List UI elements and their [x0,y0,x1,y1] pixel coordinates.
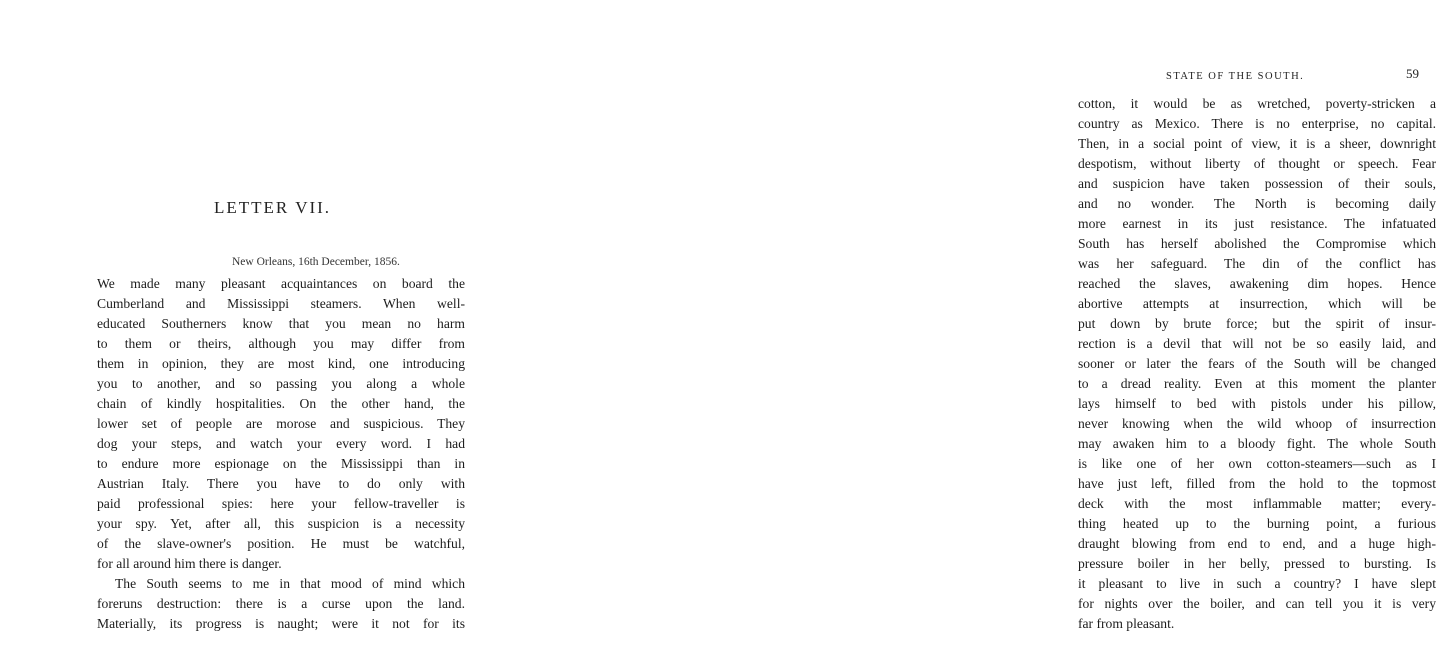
text-line: abortive attempts at insurrection, which will be [1078,296,1436,311]
running-head: STATE OF THE SOUTH. [1166,71,1305,82]
text-line: for nights over the boiler, and can tell you it is very [1078,596,1436,611]
text-line: draught blowing from end to end, and a huge high- [1078,536,1436,551]
text-line: it pleasant to live in such a country? I have slept [1078,576,1436,591]
text-line: deck with the most inflammable matter; every- [1078,496,1436,511]
text-line: rection is a devil that will not be so easily laid, and [1078,336,1436,351]
text-line: dog your steps, and watch your every word. I had [97,436,465,451]
text-line: cotton, it would be as wretched, poverty-stricken a [1078,96,1436,111]
text-line: far from pleasant. [1078,616,1175,631]
text-line: is like one of her own cotton-steamers—such as I [1078,456,1436,471]
left-page [0,0,520,668]
text-line: pressure boiler in her belly, pressed to bursting. Is [1078,556,1436,571]
text-line: to them or theirs, although you may differ from [97,336,465,351]
page-number: 59 [1406,66,1419,81]
text-line: Materially, its progress is naught; were it not for its [97,616,465,631]
text-line: paid professional spies: here your fellow-traveller is [97,496,465,511]
text-line: for all around him there is danger. [97,556,282,571]
letter-title: LETTER VII. [214,198,332,217]
text-line: you to another, and so passing you along a whole [97,376,465,391]
text-line: put down by brute force; but the spirit of insur- [1078,316,1436,331]
text-line: have just left, filled from the hold to the topmost [1078,476,1436,491]
text-line: more earnest in its just resistance. The infatuated [1078,216,1436,231]
text-line: and suspicion have taken possession of their souls, [1078,176,1436,191]
text-line: of the slave-owner's position. He must be watchful, [97,536,465,551]
dateline: New Orleans, 16th December, 1856. [232,256,400,268]
text-line: We made many pleasant acquaintances on board the [97,276,465,291]
right-body-text [1078,94,1436,634]
text-line: Then, in a social point of view, it is a sheer, downright [1078,136,1436,151]
text-line: despotism, without liberty of thought or speech. Fear [1078,156,1436,171]
text-line: was her safeguard. The din of the conflict has [1078,256,1436,271]
text-line: reached the slaves, awakening dim hopes. Hence [1078,276,1436,291]
text-line: may awaken him to a bloody fight. The whole South [1078,436,1436,451]
text-line: sooner or later the fears of the South will be changed [1078,356,1436,371]
text-line: country as Mexico. There is no enterprise, no capital. [1078,116,1436,131]
text-line: to a dread reality. Even at this moment the planter [1078,376,1436,391]
text-line: to endure more espionage on the Mississippi than in [97,456,465,471]
text-line: thing heated up to the burning point, a furious [1078,516,1436,531]
text-line: them in opinion, they are most kind, one introducing [97,356,465,371]
text-line: educated Southerners know that you mean no harm [97,316,465,331]
text-line: foreruns destruction: there is a curse upon the land. [97,596,465,611]
text-line: chain of kindly hospitalities. On the other hand, the [97,396,465,411]
text-line: your spy. Yet, after all, this suspicion is a necessity [97,516,465,531]
text-line: South has herself abolished the Compromise which [1078,236,1436,251]
text-line: Cumberland and Mississippi steamers. When well- [97,296,465,311]
text-line: lower set of people are morose and suspicious. They [97,416,465,431]
text-line: The South seems to me in that mood of mind which [115,576,465,591]
text-line: and no wonder. The North is becoming daily [1078,196,1436,211]
text-line: Austrian Italy. There you have to do only with [97,476,465,491]
left-body-text [97,274,465,634]
text-line: never knowing when the wild whoop of insurrection [1078,416,1436,431]
text-line: lays himself to bed with pistols under his pillow, [1078,396,1436,411]
right-page [520,0,1436,668]
